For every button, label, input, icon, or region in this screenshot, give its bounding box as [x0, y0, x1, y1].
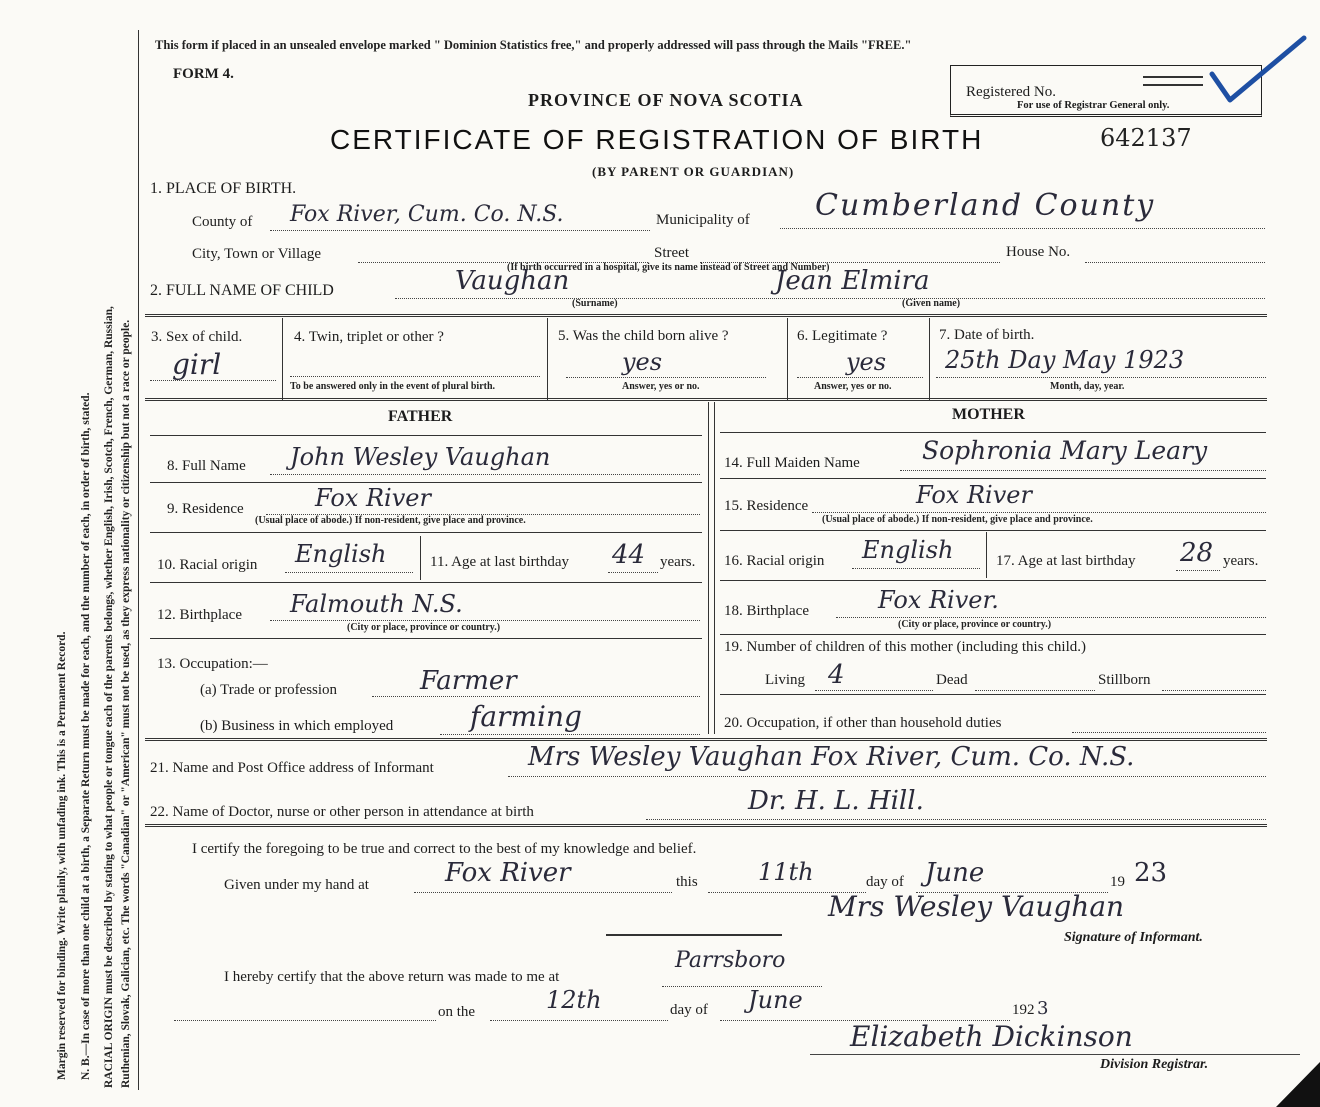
registrar-note: For use of Registrar General only. — [1017, 100, 1170, 111]
municipality-value: Cumberland County — [815, 188, 1156, 223]
father-rule-1 — [150, 482, 702, 483]
day-of-label-2: day of — [670, 1002, 708, 1018]
parents-divider-left — [708, 402, 709, 734]
mother-race-divider — [986, 532, 987, 578]
legitimate-value: yes — [846, 348, 887, 376]
return-day-line — [490, 1020, 668, 1021]
given-place-line — [414, 892, 672, 893]
doctor-line — [646, 819, 1266, 820]
child-name-label: 2. FULL NAME OF CHILD — [150, 282, 334, 299]
given-year: 23 — [1134, 858, 1168, 888]
given-caption: (Given name) — [902, 298, 961, 309]
father-name-line — [270, 474, 700, 475]
legitimate-caption: Answer, yes or no. — [814, 381, 892, 392]
father-race-label: 10. Racial origin — [157, 557, 258, 573]
dob-caption: Month, day, year. — [1050, 381, 1125, 392]
father-birthplace-label: 12. Birthplace — [157, 607, 242, 623]
mother-race-label: 16. Racial origin — [724, 553, 825, 569]
alive-label: 5. Was the child born alive ? — [558, 328, 729, 344]
doctor-value: Dr. H. L. Hill. — [748, 786, 924, 816]
father-birthplace-value: Falmouth N.S. — [290, 590, 463, 618]
mother-rule-2 — [720, 530, 1266, 531]
sex-value: girl — [172, 348, 222, 381]
dob-label: 7. Date of birth. — [939, 327, 1035, 343]
rule-after-parents — [145, 738, 1267, 741]
given-under-label: Given under my hand at — [224, 877, 369, 893]
father-race-divider — [420, 536, 421, 580]
mother-age-line — [1176, 570, 1220, 571]
place-heading: 1. PLACE OF BIRTH. — [150, 180, 297, 197]
mother-years: years. — [1223, 553, 1259, 569]
row3-divider-2 — [547, 318, 548, 400]
alive-value: yes — [622, 348, 663, 376]
mother-name-value: Sophronia Mary Leary — [922, 436, 1208, 465]
mother-name-line — [900, 470, 1266, 471]
on-the-line-left — [174, 1020, 436, 1021]
father-age-label: 11. Age at last birthday — [430, 554, 569, 570]
father-business-label: (b) Business in which employed — [200, 718, 394, 734]
mother-birthplace-line — [836, 617, 1266, 618]
father-trade-value: Farmer — [420, 666, 517, 696]
father-birthplace-caption: (City or place, province or country.) — [347, 622, 501, 633]
sex-label: 3. Sex of child. — [151, 329, 243, 345]
rule-after-row3 — [145, 398, 1267, 401]
certificate-title: CERTIFICATE OF REGISTRATION OF BIRTH — [330, 124, 984, 155]
father-birthplace-line — [270, 620, 700, 621]
mother-residence-line — [812, 512, 1266, 513]
checkmark-icon — [1208, 34, 1308, 104]
father-age-value: 44 — [612, 540, 646, 570]
registrar-signature-line — [810, 1054, 1300, 1055]
parents-divider-right — [714, 402, 715, 734]
on-the-label: on the — [438, 1004, 476, 1020]
stillborn-label: Stillborn — [1098, 672, 1151, 688]
subtitle: (BY PARENT OR GUARDIAN) — [592, 164, 795, 179]
county-value: Fox River, Cum. Co. N.S. — [290, 202, 564, 227]
twin-label: 4. Twin, triplet or other ? — [294, 329, 444, 345]
rule-after-name — [145, 314, 1267, 317]
registered-label: Registered No. — [966, 84, 1056, 100]
house-label: House No. — [1006, 244, 1071, 260]
mother-race-line — [852, 568, 980, 569]
mother-children-label: 19. Number of children of this mother (including this child.) — [724, 639, 1087, 655]
mother-birthplace-label: 18. Birthplace — [724, 603, 809, 619]
city-label: City, Town or Village — [192, 246, 322, 262]
margin-note-4: Ruthenian, Slovak, Galician, etc. The words "Canadian" or "American" must not be used, as they express nationality or citizenship but not a race or people. — [120, 319, 132, 1088]
sex-line — [150, 380, 276, 381]
father-head-rule — [150, 435, 702, 436]
surname-caption: (Surname) — [572, 298, 618, 309]
certify-text: I certify the foregoing to be true and correct to the best of my knowledge and belief. — [192, 841, 697, 857]
father-heading: FATHER — [388, 408, 453, 425]
return-place: Parrsboro — [675, 948, 786, 973]
dob-line — [936, 377, 1266, 378]
mother-birthplace-caption: (City or place, province or country.) — [898, 619, 1052, 630]
year-prefix-2: 192 — [1012, 1002, 1035, 1018]
twin-line — [290, 376, 540, 377]
father-rule-2 — [150, 532, 702, 533]
father-trade-line — [372, 696, 700, 697]
registrar-signature: Elizabeth Dickinson — [850, 1020, 1133, 1053]
dob-value: 25th Day May 1923 — [945, 346, 1185, 374]
father-trade-label: (a) Trade or profession — [200, 682, 338, 698]
registrar-caption: Division Registrar. — [1100, 1057, 1209, 1072]
day-of-label: day of — [866, 874, 904, 890]
doctor-label: 22. Name of Doctor, nurse or other person in attendance at birth — [150, 804, 534, 820]
row3-divider-3 — [787, 318, 788, 400]
father-occupation-label: 13. Occupation:— — [157, 656, 268, 672]
mother-rule-1 — [720, 478, 1266, 479]
informant-signature: Mrs Wesley Vaughan — [828, 890, 1125, 923]
given-month: June — [925, 858, 985, 888]
child-surname: Vaughan — [455, 266, 570, 296]
rule-after-doctor — [145, 824, 1267, 827]
row3-divider-4 — [929, 318, 930, 400]
alive-caption: Answer, yes or no. — [622, 381, 700, 392]
hospital-note: (If birth occurred in a hospital, give its name instead of Street and Number) — [507, 262, 830, 273]
mother-occupation-line — [1072, 732, 1266, 733]
father-residence-caption: (Usual place of abode.) If non-resident, give place and province. — [255, 515, 526, 526]
mother-residence-value: Fox River — [916, 481, 1032, 509]
mother-residence-label: 15. Residence — [724, 498, 809, 514]
father-business-value: farming — [470, 700, 582, 733]
mother-name-label: 14. Full Maiden Name — [724, 455, 860, 471]
father-name-value: John Wesley Vaughan — [290, 443, 551, 471]
return-text: I hereby certify that the above return was made to me at — [224, 969, 560, 985]
mother-race-value: English — [862, 536, 954, 564]
living-value: 4 — [828, 660, 845, 690]
margin-note-3: RACIAL ORIGIN must be described by stating to what people or tongue each of the parents belongs, whether English, Irish, Scotch, French, German, Russian, — [103, 306, 115, 1088]
given-day: 11th — [758, 858, 814, 886]
father-rule-4 — [150, 638, 702, 639]
legitimate-label: 6. Legitimate ? — [797, 328, 888, 344]
province-title: PROVINCE OF NOVA SCOTIA — [528, 90, 804, 110]
mother-rule-4 — [720, 634, 1266, 635]
father-residence-value: Fox River — [315, 484, 431, 512]
dead-line — [975, 690, 1095, 691]
year-prefix: 19 — [1110, 874, 1125, 890]
informant-value: Mrs Wesley Vaughan Fox River, Cum. Co. N.S. — [528, 742, 1135, 772]
return-year: 3 — [1037, 998, 1049, 1019]
living-line — [815, 690, 933, 691]
street-label: Street — [654, 245, 689, 261]
mother-age-label: 17. Age at last birthday — [996, 553, 1136, 569]
certificate-number: 642137 — [1100, 124, 1192, 152]
municipality-line — [780, 228, 1265, 229]
county-label: County of — [192, 214, 253, 230]
strikeout-mark — [1143, 76, 1203, 86]
return-month: June — [748, 986, 803, 1014]
corner-shadow — [1276, 1062, 1320, 1107]
mother-rule-3 — [720, 580, 1266, 581]
given-place: Fox River — [445, 858, 571, 888]
informant-label: 21. Name and Post Office address of Informant — [150, 760, 434, 776]
this-label: this — [676, 874, 698, 890]
twin-caption: To be answered only in the event of plural birth. — [290, 381, 496, 392]
father-years: years. — [660, 554, 696, 570]
municipality-label: Municipality of — [656, 212, 750, 228]
return-day: 12th — [546, 986, 602, 1014]
margin-note-2: N. B.—In case of more than one child at a birth, a Separate Return must be made for each, and the number of each, in order of birth, stated. — [80, 392, 92, 1080]
informant-line — [508, 776, 1266, 777]
father-race-value: English — [295, 540, 387, 568]
mother-rule-5 — [720, 694, 1266, 695]
father-residence-label: 9. Residence — [167, 501, 244, 517]
father-race-line — [285, 572, 413, 573]
registrar-separator — [606, 934, 782, 936]
dead-label: Dead — [936, 672, 968, 688]
living-label: Living — [765, 672, 805, 688]
mother-occupation-label: 20. Occupation, if other than household duties — [724, 715, 1002, 731]
mother-birthplace-value: Fox River. — [878, 586, 999, 614]
margin-note-1: Margin reserved for binding. Write plainly, with unfading ink. This is a Permanent Record. — [56, 631, 68, 1080]
mother-head-rule — [720, 432, 1266, 433]
mother-heading: MOTHER — [952, 406, 1025, 423]
legitimate-line — [797, 377, 923, 378]
form-number: FORM 4. — [173, 66, 234, 82]
county-line — [270, 230, 650, 231]
father-name-label: 8. Full Name — [167, 458, 246, 474]
mother-age-value: 28 — [1180, 538, 1214, 568]
binding-margin-line — [138, 30, 139, 1090]
father-rule-3 — [150, 582, 702, 583]
child-name-line — [395, 298, 1265, 299]
mail-note: This form if placed in an unsealed envelope marked " Dominion Statistics free," and properly addressed will pass through the Mails "FREE." — [155, 38, 912, 52]
row3-divider-1 — [282, 318, 283, 400]
stillborn-line — [1162, 690, 1266, 691]
mother-residence-caption: (Usual place of abode.) If non-resident, give place and province. — [822, 514, 1093, 525]
child-given-name: Jean Elmira — [775, 266, 930, 296]
alive-line — [566, 377, 766, 378]
informant-signature-caption: Signature of Informant. — [1064, 930, 1203, 945]
house-line — [1085, 262, 1265, 263]
father-business-line — [440, 734, 700, 735]
father-age-line — [608, 572, 658, 573]
